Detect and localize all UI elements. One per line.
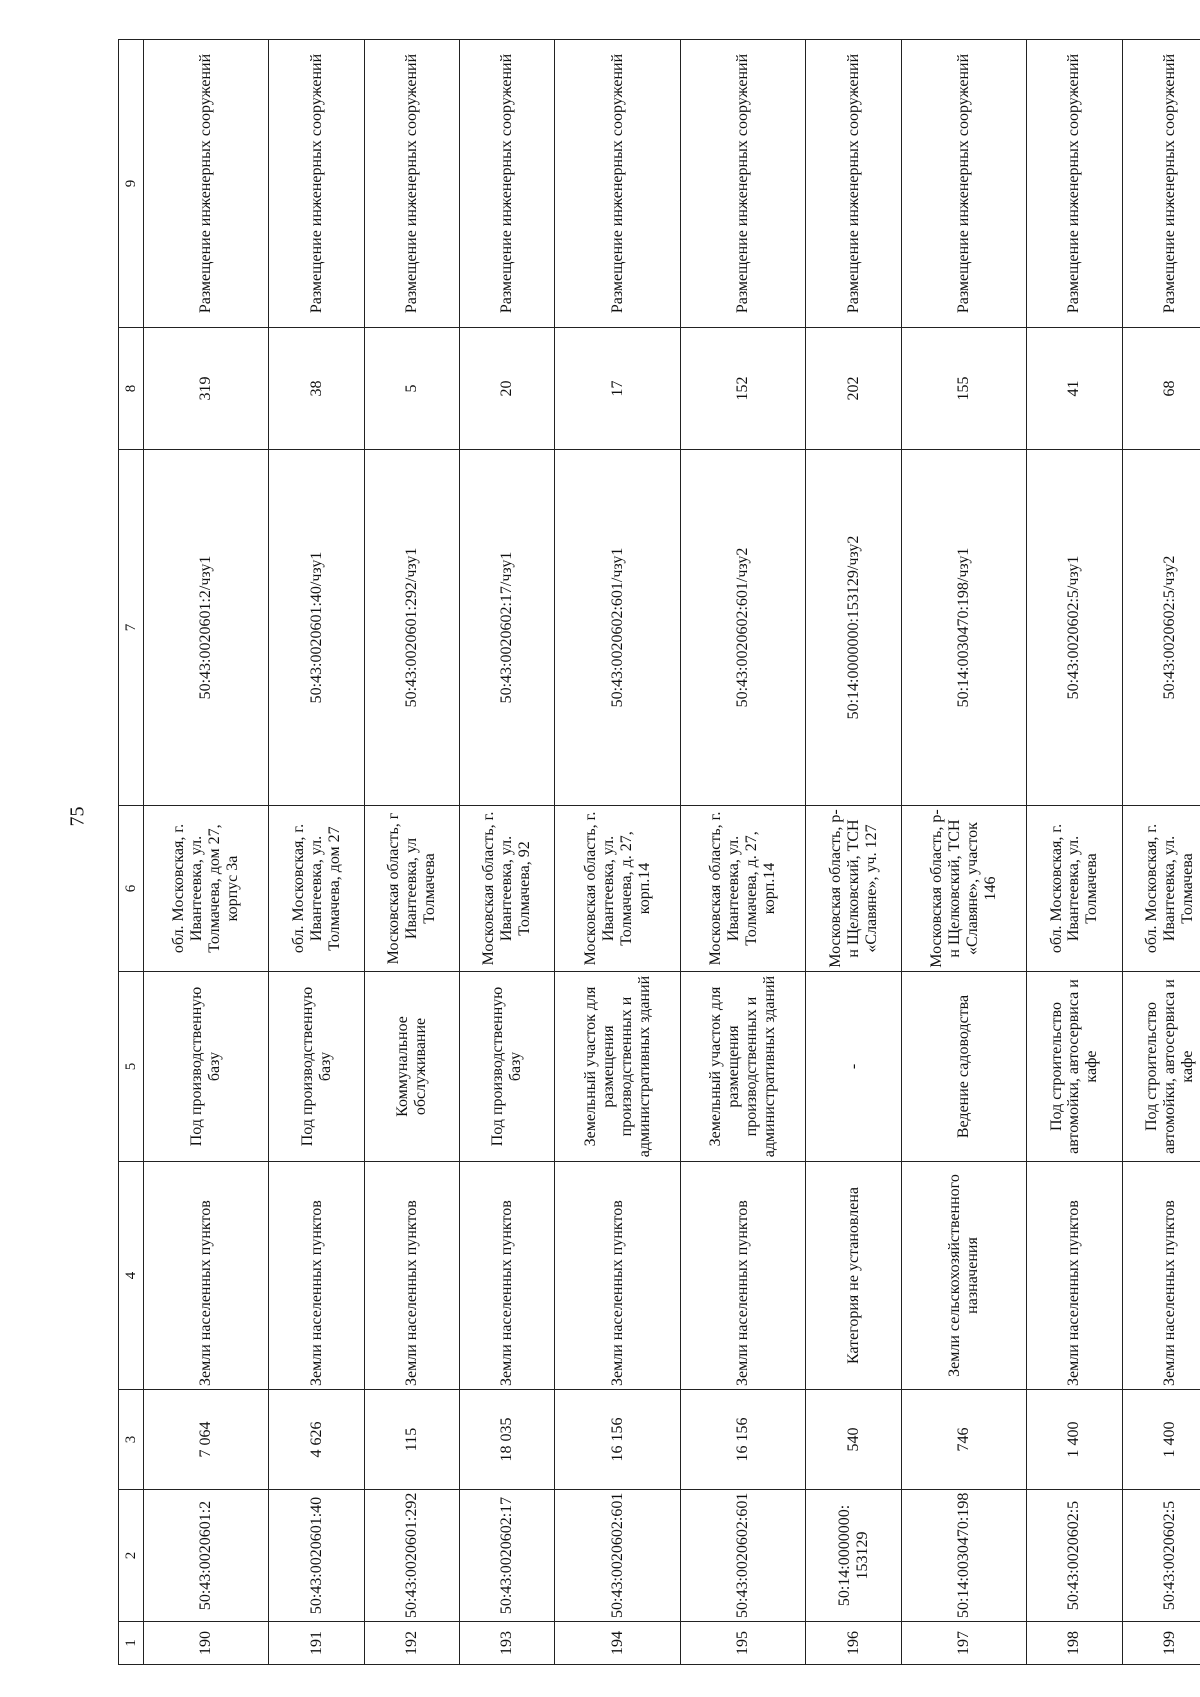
cell-address: обл. Московская, г. Ивантеевка, ул. Толмачева <box>1122 806 1200 972</box>
cell-purpose: Размещение инженерных сооружений <box>1027 40 1122 328</box>
table-body <box>144 40 1200 1665</box>
cell-part-area: 319 <box>144 328 269 450</box>
col-header: 2 <box>119 1490 144 1622</box>
cell-land-category: Земли сельскохозяйственного назначения <box>901 1162 1026 1390</box>
cell-permitted-use: Под производственную базу <box>144 972 269 1162</box>
cell-number: 199 <box>1122 1622 1200 1665</box>
table-row <box>144 40 269 1665</box>
cell-area: 540 <box>806 1390 901 1490</box>
cell-area: 4 626 <box>269 1390 364 1490</box>
col-header: 3 <box>119 1390 144 1490</box>
cell-permitted-use: Коммунальное обслуживание <box>364 972 459 1162</box>
cell-area: 16 156 <box>680 1390 805 1490</box>
cell-part-number: 50:43:0020602:601/чзу1 <box>555 450 680 806</box>
table-row <box>680 40 805 1665</box>
cell-area: 115 <box>364 1390 459 1490</box>
cell-purpose: Размещение инженерных сооружений <box>806 40 901 328</box>
cell-area: 1 400 <box>1027 1390 1122 1490</box>
cell-land-category: Земли населенных пунктов <box>680 1162 805 1390</box>
table-row <box>269 40 364 1665</box>
cell-address: Московская область, р-н Щелковский, ТСН «Славяне», уч. 127 <box>806 806 901 972</box>
cell-address: Московская область, г. Ивантеевка, ул. Толмачева, 92 <box>460 806 555 972</box>
cell-number: 192 <box>364 1622 459 1665</box>
cell-land-category: Земли населенных пунктов <box>144 1162 269 1390</box>
cell-address: обл. Московская, г. Ивантеевка, ул. Толмачева <box>1027 806 1122 972</box>
table-row <box>364 40 459 1665</box>
cell-permitted-use: Ведение садоводства <box>901 972 1026 1162</box>
col-header: 8 <box>119 328 144 450</box>
rotated-table-wrapper <box>118 40 1200 1665</box>
cell-number: 195 <box>680 1622 805 1665</box>
table-row <box>1122 40 1200 1665</box>
cell-area: 746 <box>901 1390 1026 1490</box>
table-row <box>555 40 680 1665</box>
header-row <box>119 40 144 1665</box>
cell-land-category: Земли населенных пунктов <box>1122 1162 1200 1390</box>
cell-purpose: Размещение инженерных сооружений <box>555 40 680 328</box>
col-header: 6 <box>119 806 144 972</box>
cell-cadastral-number: 50:43:0020601:40 <box>269 1490 364 1622</box>
cell-number: 198 <box>1027 1622 1122 1665</box>
cell-part-number: 50:43:0020602:601/чзу2 <box>680 450 805 806</box>
cell-address: Московская область, г. Ивантеевка, ул. Толмачева, д. 27, корп.14 <box>680 806 805 972</box>
cell-cadastral-number: 50:43:0020602:5 <box>1122 1490 1200 1622</box>
cell-permitted-use: Под производственную базу <box>269 972 364 1162</box>
cell-part-area: 152 <box>680 328 805 450</box>
cell-address: обл. Московская, г. Ивантеевка, ул. Толмачева, дом 27 <box>269 806 364 972</box>
table-row <box>806 40 901 1665</box>
col-header: 7 <box>119 450 144 806</box>
cell-part-area: 68 <box>1122 328 1200 450</box>
table-row <box>460 40 555 1665</box>
cell-part-number: 50:14:0000000:153129/чзу2 <box>806 450 901 806</box>
cell-purpose: Размещение инженерных сооружений <box>901 40 1026 328</box>
cell-purpose: Размещение инженерных сооружений <box>680 40 805 328</box>
cell-purpose: Размещение инженерных сооружений <box>364 40 459 328</box>
cell-number: 197 <box>901 1622 1026 1665</box>
cell-part-area: 41 <box>1027 328 1122 450</box>
cell-cadastral-number: 50:43:0020602:5 <box>1027 1490 1122 1622</box>
cell-part-number: 50:43:0020601:40/чзу1 <box>269 450 364 806</box>
cell-cadastral-number: 50:43:0020602:17 <box>460 1490 555 1622</box>
cell-address: Московская область, р-н Щелковский, ТСН «Славяне», участок 146 <box>901 806 1026 972</box>
col-header: 4 <box>119 1162 144 1390</box>
cell-permitted-use: Под строительство автомойки, автосервиса и кафе <box>1027 972 1122 1162</box>
cell-part-area: 202 <box>806 328 901 450</box>
cell-cadastral-number: 50:43:0020602:601 <box>555 1490 680 1622</box>
table-row <box>1027 40 1122 1665</box>
cell-cadastral-number: 50:14:0030470:198 <box>901 1490 1026 1622</box>
cell-part-number: 50:43:0020602:5/чзу2 <box>1122 450 1200 806</box>
cell-address: Московская область, г. Ивантеевка, ул. Толмачева, д. 27, корп.14 <box>555 806 680 972</box>
cell-land-category: Земли населенных пунктов <box>269 1162 364 1390</box>
cell-number: 196 <box>806 1622 901 1665</box>
cell-part-area: 5 <box>364 328 459 450</box>
cell-area: 18 035 <box>460 1390 555 1490</box>
col-header: 9 <box>119 40 144 328</box>
cell-address: обл. Московская, г. Ивантеевка, ул. Толмачева, дом 27, корпус 3а <box>144 806 269 972</box>
cell-cadastral-number: 50:43:0020601:292 <box>364 1490 459 1622</box>
cell-area: 1 400 <box>1122 1390 1200 1490</box>
cell-land-category: Категория не установлена <box>806 1162 901 1390</box>
cell-part-number: 50:43:0020602:17/чзу1 <box>460 450 555 806</box>
cell-permitted-use: Земельный участок для размещения производственных и административных зданий <box>555 972 680 1162</box>
cell-number: 194 <box>555 1622 680 1665</box>
col-header: 1 <box>119 1622 144 1665</box>
cell-part-area: 20 <box>460 328 555 450</box>
col-header: 5 <box>119 972 144 1162</box>
page-number: 75 <box>66 806 89 827</box>
cell-cadastral-number: 50:43:0020602:601 <box>680 1490 805 1622</box>
cell-part-number: 50:43:0020601:2/чзу1 <box>144 450 269 806</box>
table-row <box>901 40 1026 1665</box>
cell-part-number: 50:14:0030470:198/чзу1 <box>901 450 1026 806</box>
cell-permitted-use: Под строительство автомойки, автосервиса и кафе <box>1122 972 1200 1162</box>
cell-purpose: Размещение инженерных сооружений <box>460 40 555 328</box>
cell-permitted-use: Земельный участок для размещения производственных и административных зданий <box>680 972 805 1162</box>
land-plots-table <box>118 39 1200 1665</box>
cell-land-category: Земли населенных пунктов <box>555 1162 680 1390</box>
cell-area: 7 064 <box>144 1390 269 1490</box>
cell-cadastral-number: 50:14:0000000: 153129 <box>806 1490 901 1622</box>
cell-cadastral-number: 50:43:0020601:2 <box>144 1490 269 1622</box>
cell-part-number: 50:43:0020601:292/чзу1 <box>364 450 459 806</box>
cell-part-number: 50:43:0020602:5/чзу1 <box>1027 450 1122 806</box>
cell-part-area: 155 <box>901 328 1026 450</box>
cell-purpose: Размещение инженерных сооружений <box>144 40 269 328</box>
cell-part-area: 38 <box>269 328 364 450</box>
cell-permitted-use: Под производственную базу <box>460 972 555 1162</box>
cell-purpose: Размещение инженерных сооружений <box>1122 40 1200 328</box>
cell-purpose: Размещение инженерных сооружений <box>269 40 364 328</box>
cell-area: 16 156 <box>555 1390 680 1490</box>
cell-part-area: 17 <box>555 328 680 450</box>
cell-permitted-use: - <box>806 972 901 1162</box>
cell-number: 191 <box>269 1622 364 1665</box>
cell-address: Московская область, г Ивантеевка, ул Толмачева <box>364 806 459 972</box>
cell-land-category: Земли населенных пунктов <box>1027 1162 1122 1390</box>
cell-land-category: Земли населенных пунктов <box>364 1162 459 1390</box>
cell-number: 193 <box>460 1622 555 1665</box>
cell-land-category: Земли населенных пунктов <box>460 1162 555 1390</box>
cell-number: 190 <box>144 1622 269 1665</box>
